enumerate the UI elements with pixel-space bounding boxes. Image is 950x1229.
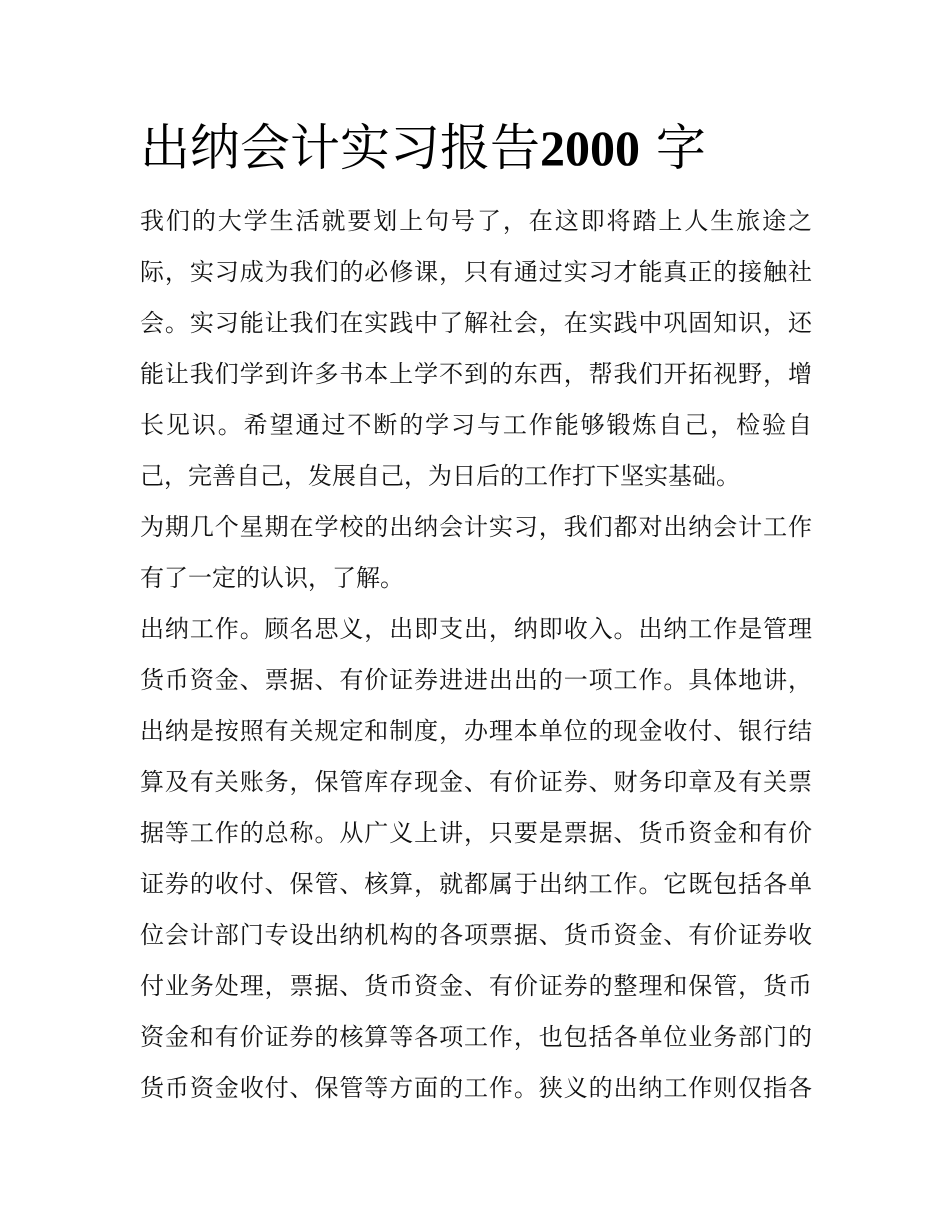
text-line: 据等工作的总称。从广义上讲，只要是票据、货币资金和有价	[140, 819, 812, 847]
text-line: 能让我们学到许多书本上学不到的东西，帮我们开拓视野，增	[140, 360, 812, 388]
text-line: 资金和有价证券的核算等各项工作，也包括各单位业务部门的	[140, 1023, 812, 1051]
page-title	[140, 118, 706, 178]
title-number: 2000	[540, 120, 640, 176]
title-text: 出纳会计实习报告	[140, 119, 540, 177]
text-line: 长见识。希望通过不断的学习与工作能够锻炼自己，检验自	[140, 411, 812, 439]
text-line: 己，完善自己，发展自己，为日后的工作打下坚实基础。	[140, 462, 740, 490]
text-line: 有了一定的认识，了解。	[140, 564, 404, 592]
text-line: 出纳工作。顾名思义，出即支出，纳即收入。出纳工作是管理	[140, 615, 812, 643]
text-line: 货币资金收付、保管等方面的工作。狭义的出纳工作则仅指各	[140, 1074, 812, 1102]
text-line: 为期几个星期在学校的出纳会计实习，我们都对出纳会计工作	[140, 513, 812, 541]
text-line: 出纳是按照有关规定和制度，办理本单位的现金收付、银行结	[140, 717, 812, 745]
text-line: 我们的大学生活就要划上句号了，在这即将踏上人生旅途之	[140, 207, 812, 235]
text-line: 际，实习成为我们的必修课，只有通过实习才能真正的接触社	[140, 258, 812, 286]
text-line: 货币资金、票据、有价证券进进出出的一项工作。具体地讲，	[140, 666, 812, 694]
text-line: 付业务处理，票据、货币资金、有价证券的整理和保管，货币	[140, 972, 812, 1000]
text-line: 会。实习能让我们在实践中了解社会，在实践中巩固知识，还	[140, 309, 812, 337]
text-line: 位会计部门专设出纳机构的各项票据、货币资金、有价证券收	[140, 921, 812, 949]
title-suffix: 字	[655, 119, 706, 177]
text-line: 算及有关账务，保管库存现金、有价证券、财务印章及有关票	[140, 768, 812, 796]
document-body	[140, 196, 812, 1114]
text-line: 证券的收付、保管、核算，就都属于出纳工作。它既包括各单	[140, 870, 812, 898]
